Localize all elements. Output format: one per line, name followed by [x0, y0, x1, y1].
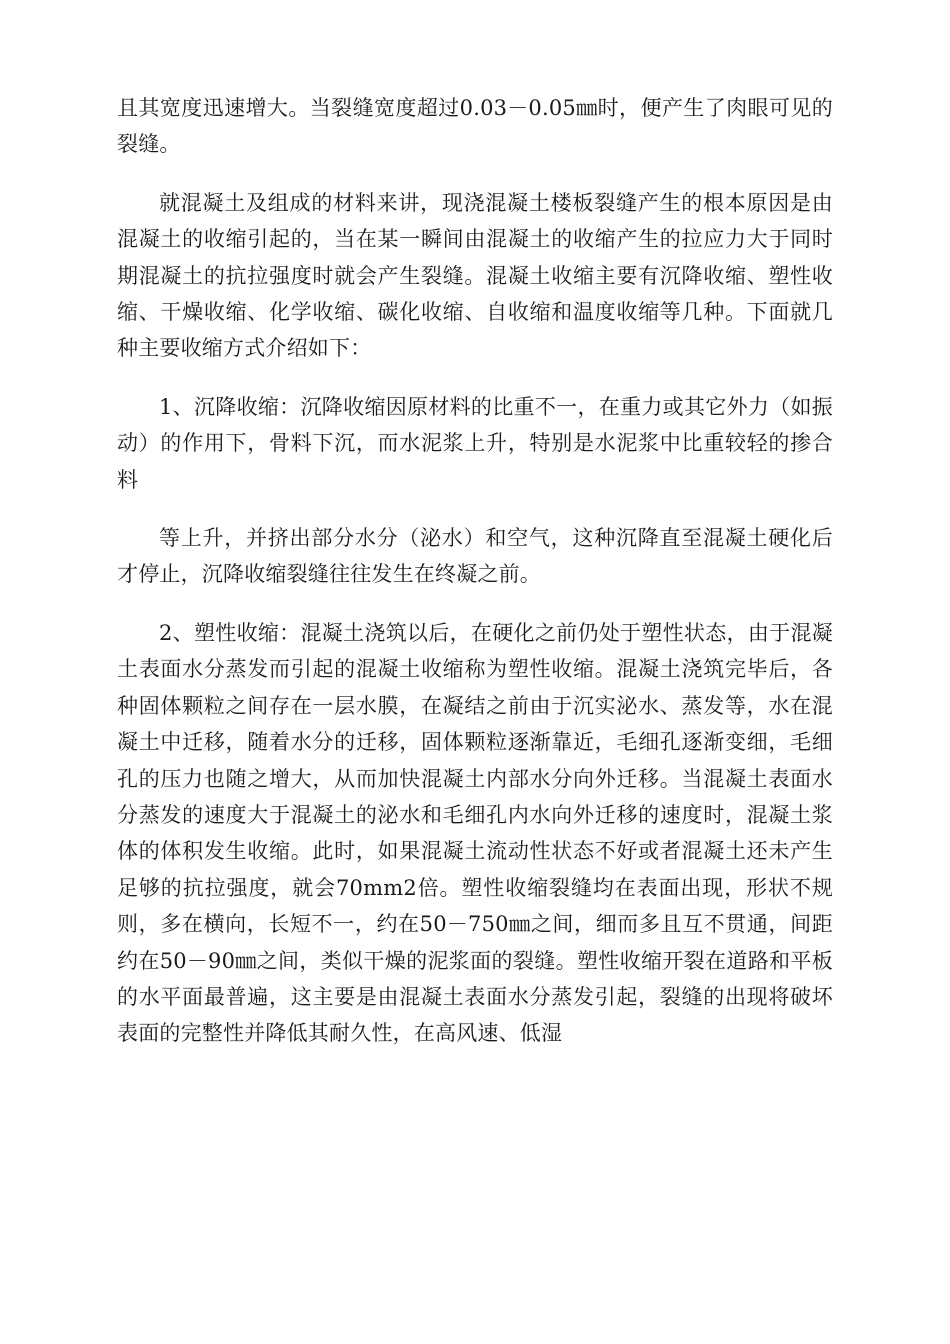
paragraph-shrinkage-causes: 就混凝土及组成的材料来讲，现浇混凝土楼板裂缝产生的根本原因是由混凝土的收缩引起的，当在某一瞬间由混凝土的收缩产生的拉应力大于同时期混凝土的抗拉强度时就会产生裂缝。混凝土收缩主要有沉降收缩、塑性收缩、干燥收缩、化学收缩、碳化收缩、自收缩和温度收缩等几种。下面就几种主要收缩方式介绍如下： [117, 190, 833, 361]
paragraph-settlement-shrinkage: 1、沉降收缩：沉降收缩因原材料的比重不一，在重力或其它外力（如振动）的作用下，骨料下沉，而水泥浆上升，特别是水泥浆中比重较轻的掺合料 [117, 394, 833, 492]
document-body [117, 90, 833, 1052]
paragraph-settlement-continued: 等上升，并挤出部分水分（泌水）和空气，这种沉降直至混凝土硬化后才停止，沉降收缩裂缝往往发生在终凝之前。 [117, 526, 833, 587]
paragraph-continuation: 且其宽度迅速增大。当裂缝宽度超过0.03－0.05㎜时，便产生了肉眼可见的裂缝。 [117, 96, 833, 157]
paragraph-plastic-shrinkage: 2、塑性收缩：混凝土浇筑以后，在硬化之前仍处于塑性状态，由于混凝土表面水分蒸发而引起的混凝土收缩称为塑性收缩。混凝土浇筑完毕后，各种固体颗粒之间存在一层水膜，在凝结之前由于沉实泌水、蒸发等，水在混凝土中迁移，随着水分的迁移，固体颗粒逐渐靠近，毛细孔逐渐变细，毛细孔的压力也随之增大，从而加快混凝土内部水分向外迁移。当混凝土表面水分蒸发的速度大于混凝土的泌水和毛细孔内水向外迁移的速度时，混凝土浆体的体积发生收缩。此时，如果混凝土流动性状态不好或者混凝土还未产生足够的抗拉强度，就会70mm2倍。塑性收缩裂缝均在表面出现，形状不规则，多在横向，长短不一，约在50－750㎜之间，细而多且互不贯通，间距约在50－90㎜之间，类似干燥的泥浆面的裂缝。塑性收缩开裂在道路和平板的水平面最普遍，这主要是由混凝土表面水分蒸发引起，裂缝的出现将破坏表面的完整性并降低其耐久性，在高风速、低湿 [117, 620, 833, 1046]
